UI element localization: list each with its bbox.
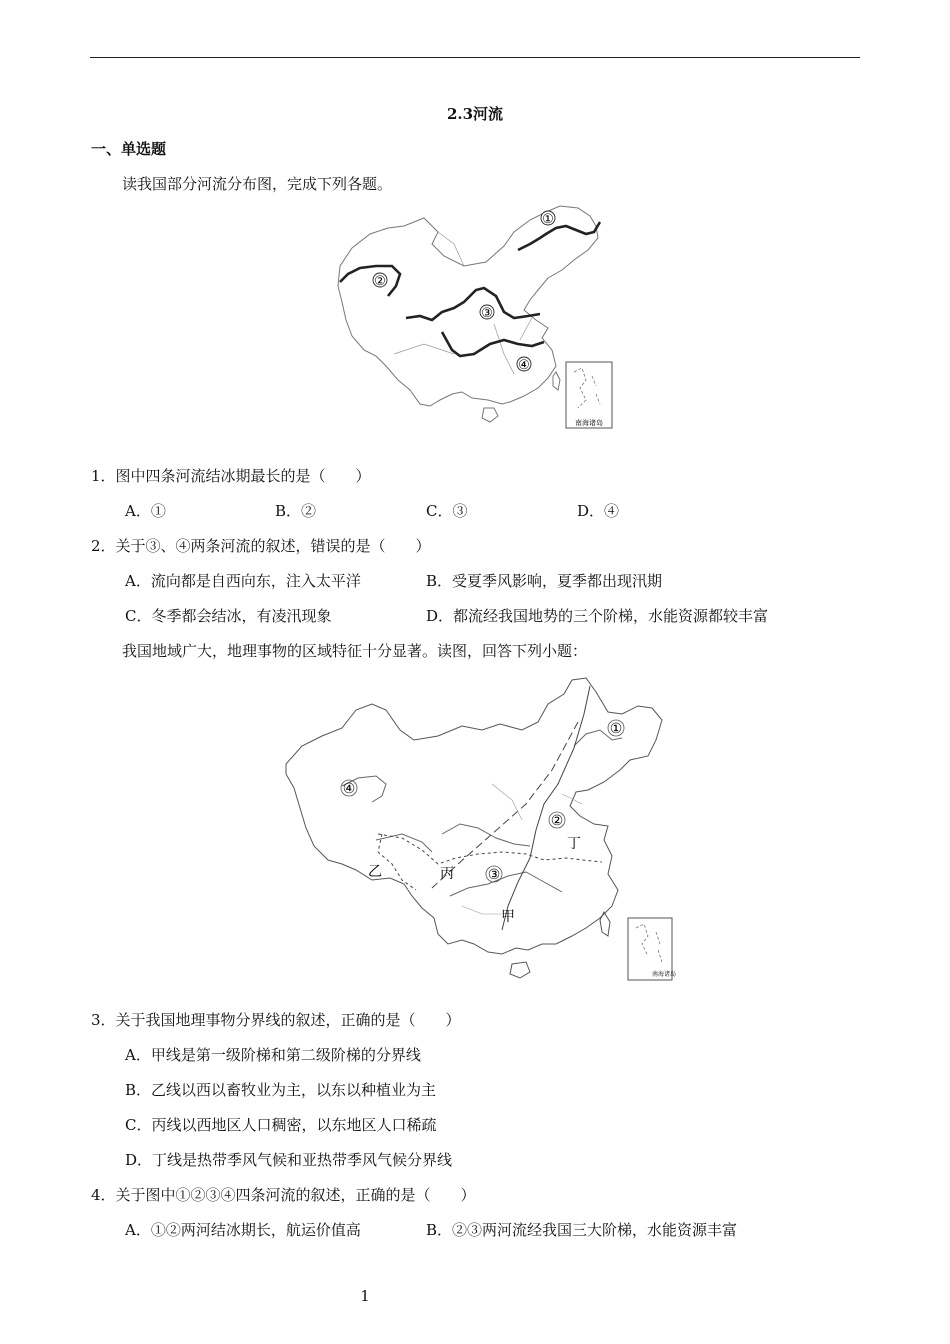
- question-3-option-d[interactable]: D．丁线是热带季风气候和亚热带季风气候分界线: [125, 1151, 453, 1169]
- china-outline: [338, 206, 598, 406]
- question-1-option-c[interactable]: C．③: [426, 502, 468, 520]
- river-4-path: [442, 332, 544, 356]
- boundary-map-figure: [282, 674, 676, 986]
- map2-label-yi: 乙: [368, 864, 382, 880]
- province-borders: [462, 784, 582, 914]
- river-2-path: [340, 266, 400, 296]
- map1-label-2: ②: [374, 274, 386, 289]
- line-bing: [432, 722, 578, 888]
- map2-label-bing: 丙: [440, 866, 454, 882]
- map1-label-1: ①: [542, 212, 554, 227]
- hainan-island: [510, 962, 530, 978]
- question-2-option-c[interactable]: C．冬季都会结冰，有凌汛现象: [125, 607, 332, 625]
- map1-label-4: ④: [518, 358, 530, 373]
- intro-text-2: 我国地域广大，地理事物的区域特征十分显著。读图，回答下列小题：: [122, 642, 588, 660]
- question-1-option-b[interactable]: B．②: [275, 502, 317, 520]
- question-2-option-b[interactable]: B．受夏季风影响，夏季都出现汛期: [426, 572, 663, 590]
- line-jia: [502, 686, 590, 930]
- river-map-figure: [334, 204, 616, 434]
- river-1-path: [518, 222, 600, 250]
- map2-label-1: ①: [609, 721, 623, 737]
- section-heading: 一、单选题: [91, 140, 167, 158]
- question-2-option-a[interactable]: A．流向都是自西向东，注入太平洋: [125, 572, 361, 590]
- map2-label-4: ④: [342, 781, 356, 797]
- map2-label-3: ③: [487, 867, 501, 883]
- china-outline: [286, 678, 662, 954]
- question-3-option-b[interactable]: B．乙线以西以畜牧业为主，以东以种植业为主: [125, 1081, 437, 1099]
- hainan-island: [482, 408, 498, 422]
- map2-label-jia: 甲: [501, 909, 515, 925]
- question-3-stem: 3．关于我国地理事物分界线的叙述，正确的是（ ）: [91, 1011, 461, 1029]
- question-3-option-c[interactable]: C．丙线以西地区人口稠密，以东地区人口稀疏: [125, 1116, 437, 1134]
- map1-inset-caption: 南海诸岛: [575, 419, 603, 427]
- question-4-stem: 4．关于图中①②③④四条河流的叙述，正确的是（ ）: [91, 1186, 476, 1204]
- question-2-stem: 2．关于③、④两条河流的叙述，错误的是（ ）: [91, 537, 431, 555]
- map2-inset-caption: 南海诸岛: [651, 971, 676, 978]
- page-number: 1: [360, 1287, 370, 1305]
- question-1-option-d[interactable]: D．④: [577, 502, 620, 520]
- intro-text-1: 读我国部分河流分布图，完成下列各题。: [122, 175, 393, 193]
- question-3-option-a[interactable]: A．甲线是第一级阶梯和第二级阶梯的分界线: [125, 1046, 421, 1064]
- page-title: 2.3河流: [446, 105, 504, 123]
- header-rule: [90, 57, 860, 58]
- river-3-path: [406, 288, 540, 320]
- taiwan-island: [553, 372, 560, 390]
- question-1-option-a[interactable]: A．①: [125, 502, 166, 520]
- map1-label-3: ③: [481, 306, 493, 321]
- taiwan-island: [600, 912, 610, 936]
- map2-label-ding: 丁: [567, 836, 581, 852]
- map2-label-2: ②: [550, 813, 564, 829]
- question-2-option-d[interactable]: D．都流经我国地势的三个阶梯，水能资源都较丰富: [426, 607, 769, 625]
- question-1-stem: 1．图中四条河流结冰期最长的是（ ）: [91, 467, 371, 485]
- line-ding: [378, 834, 416, 890]
- question-4-option-a[interactable]: A．①②两河结冰期长，航运价值高: [125, 1221, 361, 1239]
- question-4-option-b[interactable]: B．②③两河流经我国三大阶梯，水能资源丰富: [426, 1221, 738, 1239]
- rivers: [342, 730, 622, 896]
